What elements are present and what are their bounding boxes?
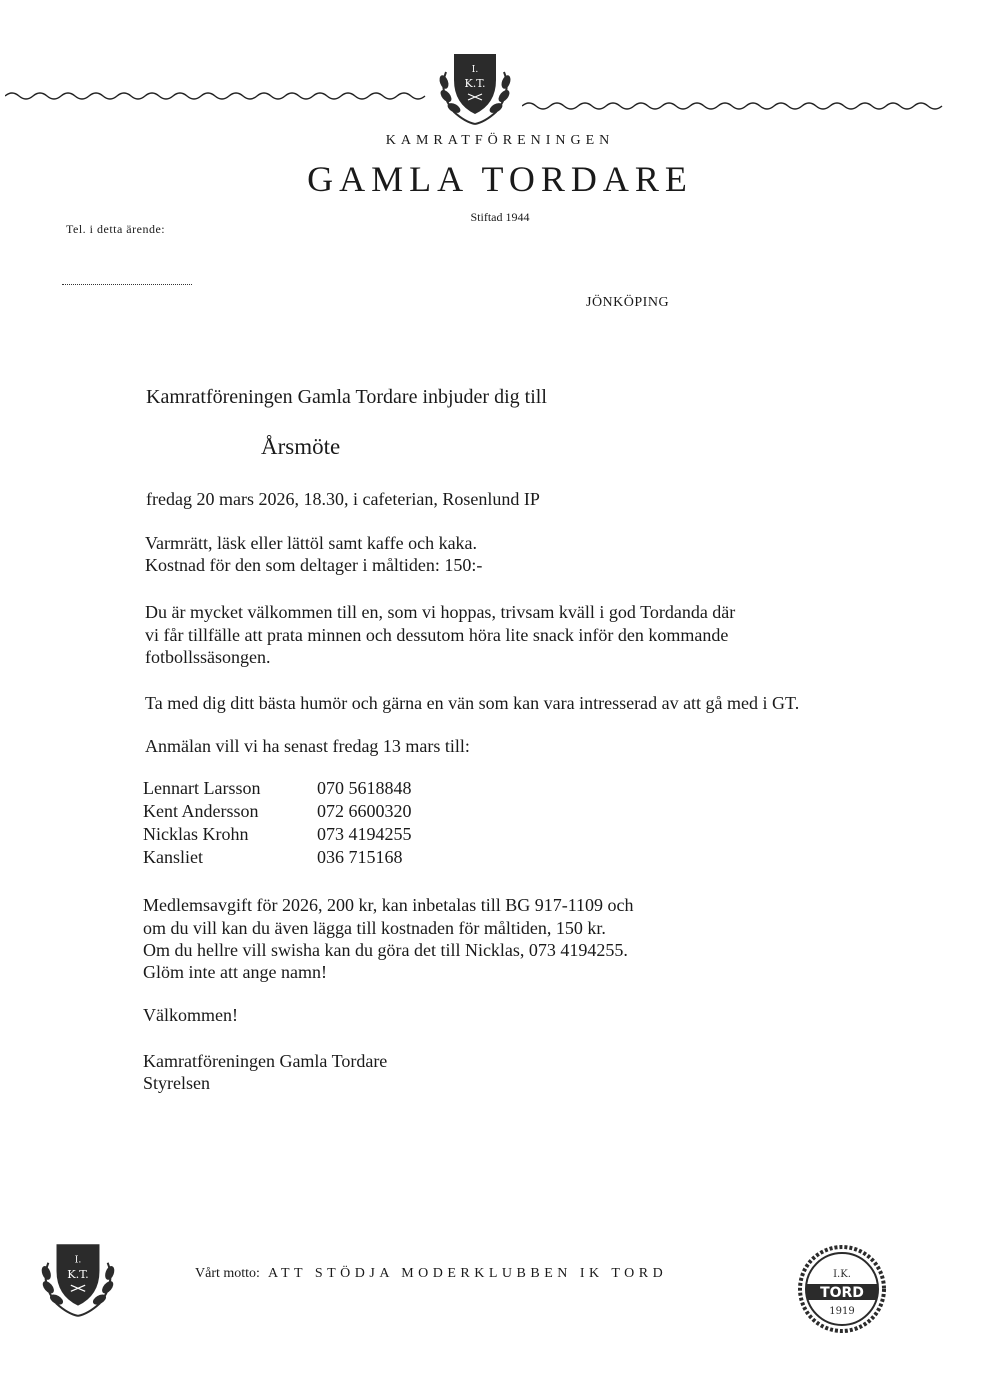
- meeting-date-location: fredag 20 mars 2026, 18.30, i cafeterian, Rosenlund IP: [146, 489, 540, 509]
- contact-name: Kansliet: [143, 847, 203, 867]
- signature-line: Styrelsen: [143, 1073, 210, 1093]
- phone-blank-line: [62, 278, 192, 285]
- header-rule-right: [522, 94, 952, 118]
- contact-phone: 073 4194255: [317, 824, 412, 844]
- closing-greeting: Välkommen!: [143, 1005, 238, 1025]
- phone-label: Tel. i detta ärende:: [66, 222, 166, 236]
- contact-phone: 036 715168: [317, 847, 403, 867]
- club-prefix: KAMRATFÖRENINGEN: [385, 133, 615, 148]
- club-crest-logo: [432, 42, 518, 128]
- header-rule-left: [5, 84, 430, 108]
- food-line: Kostnad för den som deltager i måltiden: 150:-: [145, 555, 483, 575]
- welcome-line: vi får tillfälle att prata minnen och dessutom höra lite snack inför den kommande: [145, 625, 729, 645]
- contact-phone: 070 5618848: [317, 778, 412, 798]
- signature-line: Kamratföreningen Gamla Tordare: [143, 1051, 388, 1071]
- contact-name: Kent Andersson: [143, 801, 259, 821]
- footer-crest-logo: [34, 1232, 122, 1320]
- contact-name: Nicklas Krohn: [143, 824, 249, 844]
- contact-name: Lennart Larsson: [143, 778, 261, 798]
- badge-name-text: TORD: [820, 1285, 864, 1301]
- motto-label: Vårt motto:: [195, 1266, 260, 1281]
- badge-top-text: I.K.: [833, 1269, 851, 1280]
- svg-text:K.T.: K.T.: [464, 77, 486, 90]
- fee-line: Medlemsavgift för 2026, 200 kr, kan inbetalas till BG 917-1109 och: [143, 895, 634, 915]
- city-name: JÖNKÖPING: [586, 295, 670, 310]
- fee-line: om du vill kan du även lägga till kostnaden för måltiden, 150 kr.: [143, 918, 606, 938]
- food-line: Varmrätt, läsk eller lättöl samt kaffe och kaka.: [145, 533, 478, 553]
- contact-row: [143, 823, 412, 846]
- badge-year-text: 1919: [829, 1306, 855, 1317]
- svg-text:I.: I.: [471, 65, 479, 75]
- welcome-line: fotbollssäsongen.: [145, 647, 271, 667]
- signup-text: Anmälan vill vi ha senast fredag 13 mars till:: [145, 736, 470, 756]
- contact-row: [143, 777, 412, 800]
- fee-line: Om du hellre vill swisha kan du göra det till Nicklas, 073 4194255.: [143, 940, 628, 960]
- contact-list: [143, 777, 412, 869]
- svg-text:K.T.: K.T.: [67, 1268, 89, 1282]
- club-name: GAMLA TORDARE: [307, 159, 693, 199]
- welcome-line: Du är mycket välkommen till en, som vi hoppas, trivsam kväll i god Tordanda där: [145, 602, 736, 622]
- ik-tord-badge-logo: [797, 1244, 887, 1334]
- club-motto: [195, 1266, 667, 1282]
- meeting-heading: Årsmöte: [261, 434, 341, 459]
- fee-line: Glöm inte att ange namn!: [143, 962, 327, 982]
- motto-text: ATT STÖDJA MODERKLUBBEN IK TORD: [267, 1266, 668, 1281]
- contact-row: [143, 846, 412, 869]
- contact-row: [143, 800, 412, 823]
- bring-friend-text: Ta med dig ditt bästa humör och gärna en vän som kan vara intresserad av att gå med i GT.: [145, 693, 800, 713]
- invitation-intro: Kamratföreningen Gamla Tordare inbjuder dig till: [146, 386, 547, 408]
- founded-year: Stiftad 1944: [470, 210, 530, 224]
- contact-phone: 072 6600320: [317, 801, 412, 821]
- svg-text:I.: I.: [74, 1254, 82, 1266]
